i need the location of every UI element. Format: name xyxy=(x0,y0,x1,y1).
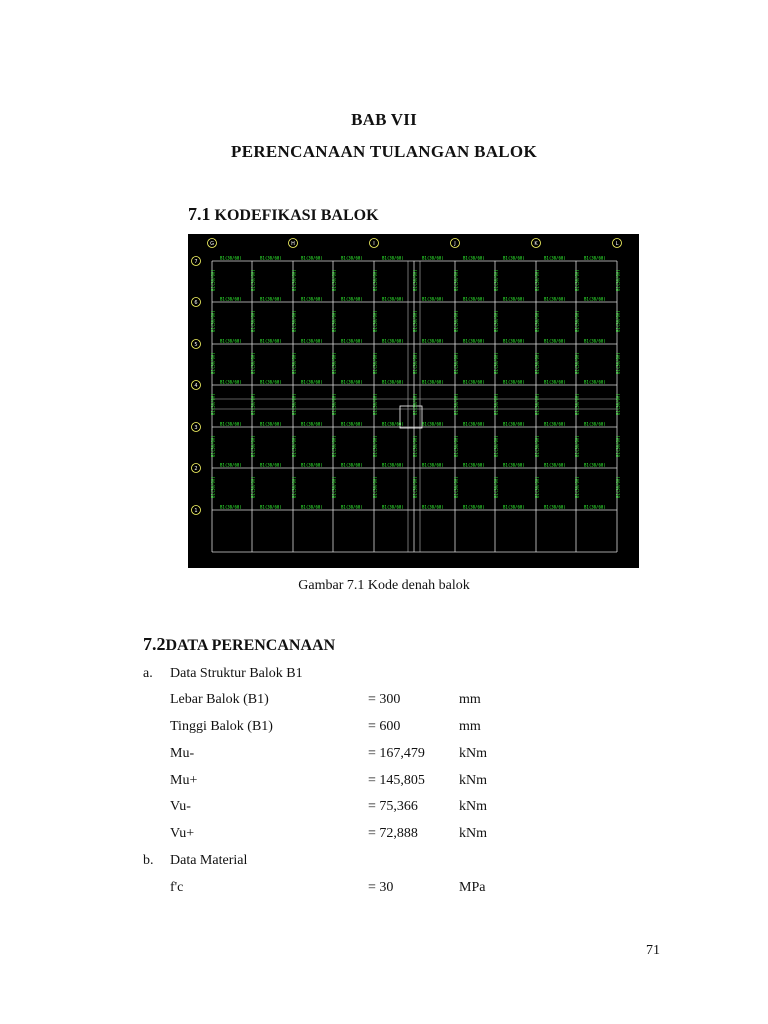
beam-code-label: B1(30/60) xyxy=(463,255,485,261)
beam-code-label: B1(30/60) xyxy=(220,379,242,385)
beam-code-label: B1(30/60) xyxy=(453,352,459,374)
param-unit: kNm xyxy=(459,746,487,761)
beam-code-label: B1(30/60) xyxy=(260,255,282,261)
beam-code-label: B1(30/60) xyxy=(544,504,566,510)
beam-code-label: B1(30/60) xyxy=(341,338,363,344)
beam-code-label: B1(30/60) xyxy=(422,462,444,468)
beam-code-label: B1(30/60) xyxy=(301,338,323,344)
beam-code-label: B1(30/60) xyxy=(260,462,282,468)
beam-code-label: B1(30/60) xyxy=(584,462,606,468)
beam-code-label: B1(30/60) xyxy=(493,352,499,374)
beam-code-label: B1(30/60) xyxy=(341,379,363,385)
param-value: = 72,888 xyxy=(368,826,418,841)
param-name: Mu- xyxy=(170,746,195,761)
beam-code-label: B1(30/60) xyxy=(301,421,323,427)
param-name: Vu+ xyxy=(170,826,195,841)
beam-code-label: B1(30/60) xyxy=(210,310,216,332)
beam-code-label: B1(30/60) xyxy=(220,504,242,510)
grid-bubble-label: 2 xyxy=(194,466,198,472)
beam-code-label: B1(30/60) xyxy=(260,338,282,344)
param-value: = 145,805 xyxy=(368,773,425,788)
list-marker: a. xyxy=(143,666,153,681)
beam-code-label: B1(30/60) xyxy=(422,421,444,427)
beam-code-label: B1(30/60) xyxy=(615,269,621,291)
beam-code-label: B1(30/60) xyxy=(210,269,216,291)
beam-code-label: B1(30/60) xyxy=(534,352,540,374)
beam-code-label: B1(30/60) xyxy=(250,269,256,291)
beam-code-label: B1(30/60) xyxy=(503,421,525,427)
beam-code-label: B1(30/60) xyxy=(220,255,242,261)
grid-bubble-label: J xyxy=(454,241,456,247)
beam-code-label: B1(30/60) xyxy=(503,338,525,344)
beam-code-label: B1(30/60) xyxy=(250,310,256,332)
beam-code-label: B1(30/60) xyxy=(493,435,499,457)
beam-code-label: B1(30/60) xyxy=(615,393,621,415)
param-unit: mm xyxy=(459,692,481,707)
beam-code-label: B1(30/60) xyxy=(260,379,282,385)
param-unit: kNm xyxy=(459,773,487,788)
chapter-label: BAB VII xyxy=(351,110,417,129)
beam-code-label: B1(30/60) xyxy=(210,476,216,498)
beam-code-label: B1(30/60) xyxy=(493,269,499,291)
beam-code-label: B1(30/60) xyxy=(210,352,216,374)
beam-code-label: B1(30/60) xyxy=(291,476,297,498)
beam-code-label: B1(30/60) xyxy=(291,435,297,457)
beam-code-label: B1(30/60) xyxy=(341,504,363,510)
beam-code-label: B1(30/60) xyxy=(503,462,525,468)
param-name: Lebar Balok (B1) xyxy=(170,692,269,707)
grid-bubble-label: 5 xyxy=(194,342,198,348)
beam-code-label: B1(30/60) xyxy=(291,352,297,374)
beam-code-label: B1(30/60) xyxy=(382,462,404,468)
beam-code-label: B1(30/60) xyxy=(574,476,580,498)
beam-code-label: B1(30/60) xyxy=(453,310,459,332)
chapter-title: PERENCANAAN TULANGAN BALOK xyxy=(231,142,537,161)
beam-code-label: B1(30/60) xyxy=(382,379,404,385)
beam-code-label: B1(30/60) xyxy=(341,462,363,468)
beam-code-label: B1(30/60) xyxy=(412,435,418,457)
list-item-heading: Data Material xyxy=(170,853,248,868)
beam-code-label: B1(30/60) xyxy=(260,504,282,510)
beam-code-label: B1(30/60) xyxy=(544,421,566,427)
beam-code-label: B1(30/60) xyxy=(412,269,418,291)
beam-code-label: B1(30/60) xyxy=(301,504,323,510)
beam-code-label: B1(30/60) xyxy=(341,255,363,261)
beam-code-label: B1(30/60) xyxy=(422,504,444,510)
beam-code-label: B1(30/60) xyxy=(382,338,404,344)
beam-code-label: B1(30/60) xyxy=(210,393,216,415)
page-number: 71 xyxy=(646,943,660,958)
beam-code-label: B1(30/60) xyxy=(453,269,459,291)
beam-code-label: B1(30/60) xyxy=(493,476,499,498)
grid-bubble-label: 7 xyxy=(194,259,198,265)
beam-code-label: B1(30/60) xyxy=(412,393,418,415)
grid-bubble-label: K xyxy=(534,241,538,247)
param-value: = 75,366 xyxy=(368,799,418,814)
beam-code-label: B1(30/60) xyxy=(331,476,337,498)
section-heading-7-1 xyxy=(188,204,379,225)
beam-code-label: B1(30/60) xyxy=(544,255,566,261)
grid-bubble-label: I xyxy=(373,241,375,247)
list-item-heading: Data Struktur Balok B1 xyxy=(170,666,303,681)
beam-code-label: B1(30/60) xyxy=(584,421,606,427)
beam-code-label: B1(30/60) xyxy=(534,393,540,415)
beam-code-label: B1(30/60) xyxy=(331,352,337,374)
beam-code-label: B1(30/60) xyxy=(534,476,540,498)
grid-bubble-label: G xyxy=(210,241,214,247)
section-heading-7-2 xyxy=(143,634,335,655)
beam-code-label: B1(30/60) xyxy=(382,255,404,261)
beam-code-label: B1(30/60) xyxy=(372,435,378,457)
beam-code-label: B1(30/60) xyxy=(250,352,256,374)
param-unit: kNm xyxy=(459,826,487,841)
beam-code-label: B1(30/60) xyxy=(220,421,242,427)
beam-code-label: B1(30/60) xyxy=(422,338,444,344)
beam-code-label: B1(30/60) xyxy=(301,255,323,261)
section-number: 7.2 xyxy=(143,634,166,654)
param-value: = 600 xyxy=(368,719,401,734)
beam-code-label: B1(30/60) xyxy=(291,269,297,291)
beam-code-label: B1(30/60) xyxy=(372,352,378,374)
beam-code-label: B1(30/60) xyxy=(503,504,525,510)
beam-code-label: B1(30/60) xyxy=(574,310,580,332)
beam-code-label: B1(30/60) xyxy=(260,421,282,427)
grid-bubble-label: H xyxy=(291,241,295,247)
beam-code-label: B1(30/60) xyxy=(331,310,337,332)
beam-code-label: B1(30/60) xyxy=(341,296,363,302)
grid-bubble-label: 3 xyxy=(194,425,198,431)
beam-code-label: B1(30/60) xyxy=(301,296,323,302)
beam-code-label: B1(30/60) xyxy=(584,296,606,302)
beam-code-label: B1(30/60) xyxy=(382,296,404,302)
param-name: Vu- xyxy=(170,799,191,814)
param-value: = 167,479 xyxy=(368,746,425,761)
beam-code-label: B1(30/60) xyxy=(574,435,580,457)
grid-bubble-label: L xyxy=(615,241,619,247)
grid-bubble-label: 4 xyxy=(194,383,198,389)
beam-code-label: B1(30/60) xyxy=(463,421,485,427)
beam-code-label: B1(30/60) xyxy=(544,338,566,344)
beam-code-label: B1(30/60) xyxy=(584,338,606,344)
param-name: Mu+ xyxy=(170,773,198,788)
section-title: KODEFIKASI BALOK xyxy=(214,207,379,224)
beam-code-label: B1(30/60) xyxy=(503,255,525,261)
list-marker: b. xyxy=(143,853,154,868)
beam-code-label: B1(30/60) xyxy=(331,435,337,457)
beam-code-label: B1(30/60) xyxy=(534,269,540,291)
beam-code-label: B1(30/60) xyxy=(574,352,580,374)
beam-code-label: B1(30/60) xyxy=(584,255,606,261)
beam-code-label: B1(30/60) xyxy=(574,269,580,291)
beam-code-label: B1(30/60) xyxy=(422,255,444,261)
beam-code-label: B1(30/60) xyxy=(615,435,621,457)
param-name: f'c xyxy=(170,880,184,895)
beam-code-label: B1(30/60) xyxy=(463,296,485,302)
beam-code-label: B1(30/60) xyxy=(291,310,297,332)
section-number: 7.1 xyxy=(188,204,211,224)
param-unit: mm xyxy=(459,719,481,734)
section-title: DATA PERENCANAAN xyxy=(165,637,336,654)
beam-code-label: B1(30/60) xyxy=(372,310,378,332)
beam-code-label: B1(30/60) xyxy=(534,435,540,457)
beam-code-label: B1(30/60) xyxy=(615,352,621,374)
grid-bubble-label: 6 xyxy=(194,300,198,306)
beam-code-label: B1(30/60) xyxy=(220,338,242,344)
beam-plan-drawing xyxy=(188,234,639,568)
beam-code-label: B1(30/60) xyxy=(422,296,444,302)
beam-code-label: B1(30/60) xyxy=(544,296,566,302)
beam-code-label: B1(30/60) xyxy=(250,476,256,498)
beam-code-label: B1(30/60) xyxy=(453,476,459,498)
beam-code-label: B1(30/60) xyxy=(584,379,606,385)
beam-code-label: B1(30/60) xyxy=(260,296,282,302)
beam-code-label: B1(30/60) xyxy=(220,296,242,302)
beam-code-label: B1(30/60) xyxy=(412,310,418,332)
beam-code-label: B1(30/60) xyxy=(503,296,525,302)
beam-code-label: B1(30/60) xyxy=(412,476,418,498)
beam-code-label: B1(30/60) xyxy=(372,393,378,415)
beam-code-label: B1(30/60) xyxy=(341,421,363,427)
beam-code-label: B1(30/60) xyxy=(412,352,418,374)
param-value: = 300 xyxy=(368,692,401,707)
beam-code-label: B1(30/60) xyxy=(382,421,404,427)
beam-code-label: B1(30/60) xyxy=(372,476,378,498)
beam-code-label: B1(30/60) xyxy=(291,393,297,415)
grid-bubble-label: 1 xyxy=(194,508,198,514)
beam-code-label: B1(30/60) xyxy=(301,462,323,468)
beam-code-label: B1(30/60) xyxy=(372,269,378,291)
beam-code-label: B1(30/60) xyxy=(463,462,485,468)
beam-code-label: B1(30/60) xyxy=(463,504,485,510)
beam-code-label: B1(30/60) xyxy=(301,379,323,385)
beam-code-label: B1(30/60) xyxy=(463,338,485,344)
beam-code-label: B1(30/60) xyxy=(493,393,499,415)
param-name: Tinggi Balok (B1) xyxy=(170,719,273,734)
param-value: = 30 xyxy=(368,880,394,895)
beam-code-label: B1(30/60) xyxy=(453,393,459,415)
beam-code-label: B1(30/60) xyxy=(453,435,459,457)
beam-code-label: B1(30/60) xyxy=(544,462,566,468)
figure-caption: Gambar 7.1 Kode denah balok xyxy=(298,578,470,593)
beam-code-label: B1(30/60) xyxy=(210,435,216,457)
beam-code-label: B1(30/60) xyxy=(250,393,256,415)
beam-code-label: B1(30/60) xyxy=(220,462,242,468)
param-unit: MPa xyxy=(459,880,486,895)
beam-code-label: B1(30/60) xyxy=(544,379,566,385)
beam-code-label: B1(30/60) xyxy=(615,310,621,332)
beam-code-label: B1(30/60) xyxy=(331,269,337,291)
beam-code-label: B1(30/60) xyxy=(574,393,580,415)
beam-code-label: B1(30/60) xyxy=(463,379,485,385)
param-unit: kNm xyxy=(459,799,487,814)
beam-code-label: B1(30/60) xyxy=(503,379,525,385)
beam-plan-figure xyxy=(188,234,639,568)
beam-code-label: B1(30/60) xyxy=(382,504,404,510)
beam-code-label: B1(30/60) xyxy=(493,310,499,332)
beam-code-label: B1(30/60) xyxy=(250,435,256,457)
beam-code-label: B1(30/60) xyxy=(534,310,540,332)
beam-code-label: B1(30/60) xyxy=(615,476,621,498)
beam-code-label: B1(30/60) xyxy=(422,379,444,385)
beam-code-label: B1(30/60) xyxy=(584,504,606,510)
beam-code-label: B1(30/60) xyxy=(331,393,337,415)
